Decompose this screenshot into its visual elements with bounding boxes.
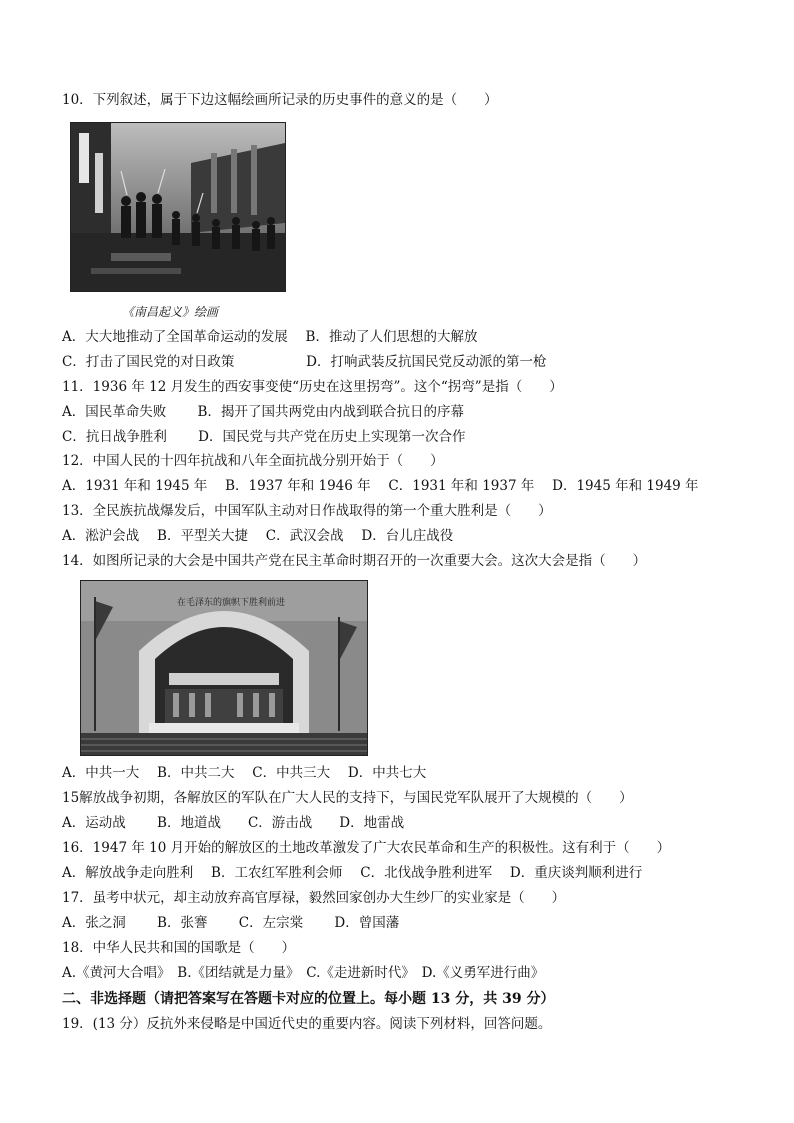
q17-stem: 17．虽考中状元，却主动放弃高官厚禄，毅然回家创办大生纱厂的实业家是（ ） <box>62 890 566 906</box>
q11-options-cd: C．抗日战争胜利 D．国民党与共产党在历史上实现第一次合作 <box>62 429 466 445</box>
q12-stem: 12．中国人民的十四年抗战和八年全面抗战分别开始于（ ） <box>62 453 444 469</box>
q11-options-ab: A．国民革命失败 B．揭开了国共两党由内战到联合抗日的序幕 <box>62 404 464 420</box>
q10-stem: 10．下列叙述，属于下边这幅绘画所记录的历史事件的意义的是（ ） <box>62 92 498 108</box>
q10-options-cd: C．打击了国民党的对日政策 D．打响武装反抗国民党反动派的第一枪 <box>62 354 547 370</box>
section2-heading: 二、非选择题（请把答案写在答题卡对应的位置上。每小题 13 分，共 39 分） <box>62 991 555 1007</box>
q16-options: A．解放战争走向胜利 B．工农红军胜利会师 C．北伐战争胜利进军 D．重庆谈判顺利进行 <box>62 865 643 881</box>
painting-caption: 《南昌起义》绘画 <box>122 305 219 319</box>
q13-stem: 13．全民族抗战爆发后，中国军队主动对日作战取得的第一个重大胜利是（ ） <box>62 503 552 519</box>
q13-options: A．淞沪会战 B．平型关大捷 C．武汉会战 D．台儿庄战役 <box>62 528 454 544</box>
q16-stem: 16．1947 年 10 月开始的解放区的土地改革激发了广大农民革命和生产的积极性。这有利于（ ） <box>62 840 671 856</box>
q15-options: A．运动战 B．地道战 C．游击战 D．地雷战 <box>62 815 405 831</box>
q19-stem: 19．(13 分）反抗外来侵略是中国近代史的重要内容。阅读下列材料，回答问题。 <box>62 1016 552 1032</box>
q18-stem: 18．中华人民共和国的国歌是（ ） <box>62 940 296 956</box>
congress-banner-text: 在毛泽东的旗帜下胜利前进 <box>177 598 286 608</box>
q15-stem: 15解放战争初期，各解放区的军队在广大人民的支持下，与国民党军队展开了大规模的（ ） <box>62 790 633 806</box>
q14-options: A．中共一大 B．中共二大 C．中共三大 D．中共七大 <box>62 765 427 781</box>
q17-options: A．张之洞 B．张謇 C．左宗棠 D．曾国藩 <box>62 915 400 931</box>
nanchang-uprising-painting <box>70 122 286 292</box>
q10-options-ab: A．大大地推动了全国革命运动的发展 B．推动了人们思想的大解放 <box>62 329 478 345</box>
party-congress-photo <box>80 580 368 756</box>
q11-stem: 11．1936 年 12 月发生的西安事变使“历史在这里拐弯”。这个“拐弯”是指（ ） <box>62 379 563 395</box>
q14-stem: 14．如图所记录的大会是中国共产党在民主革命时期召开的一次重要大会。这次大会是指（ ） <box>62 553 647 569</box>
q12-options: A．1931 年和 1945 年 B．1937 年和 1946 年 C．1931 年和 1937 年 D．1945 年和 1949 年 <box>62 478 699 494</box>
painting-illustration <box>71 123 285 291</box>
q18-options: A.《黄河大合唱》 B.《团结就是力量》 C.《走进新时代》 D.《义勇军进行曲》 <box>62 965 545 981</box>
